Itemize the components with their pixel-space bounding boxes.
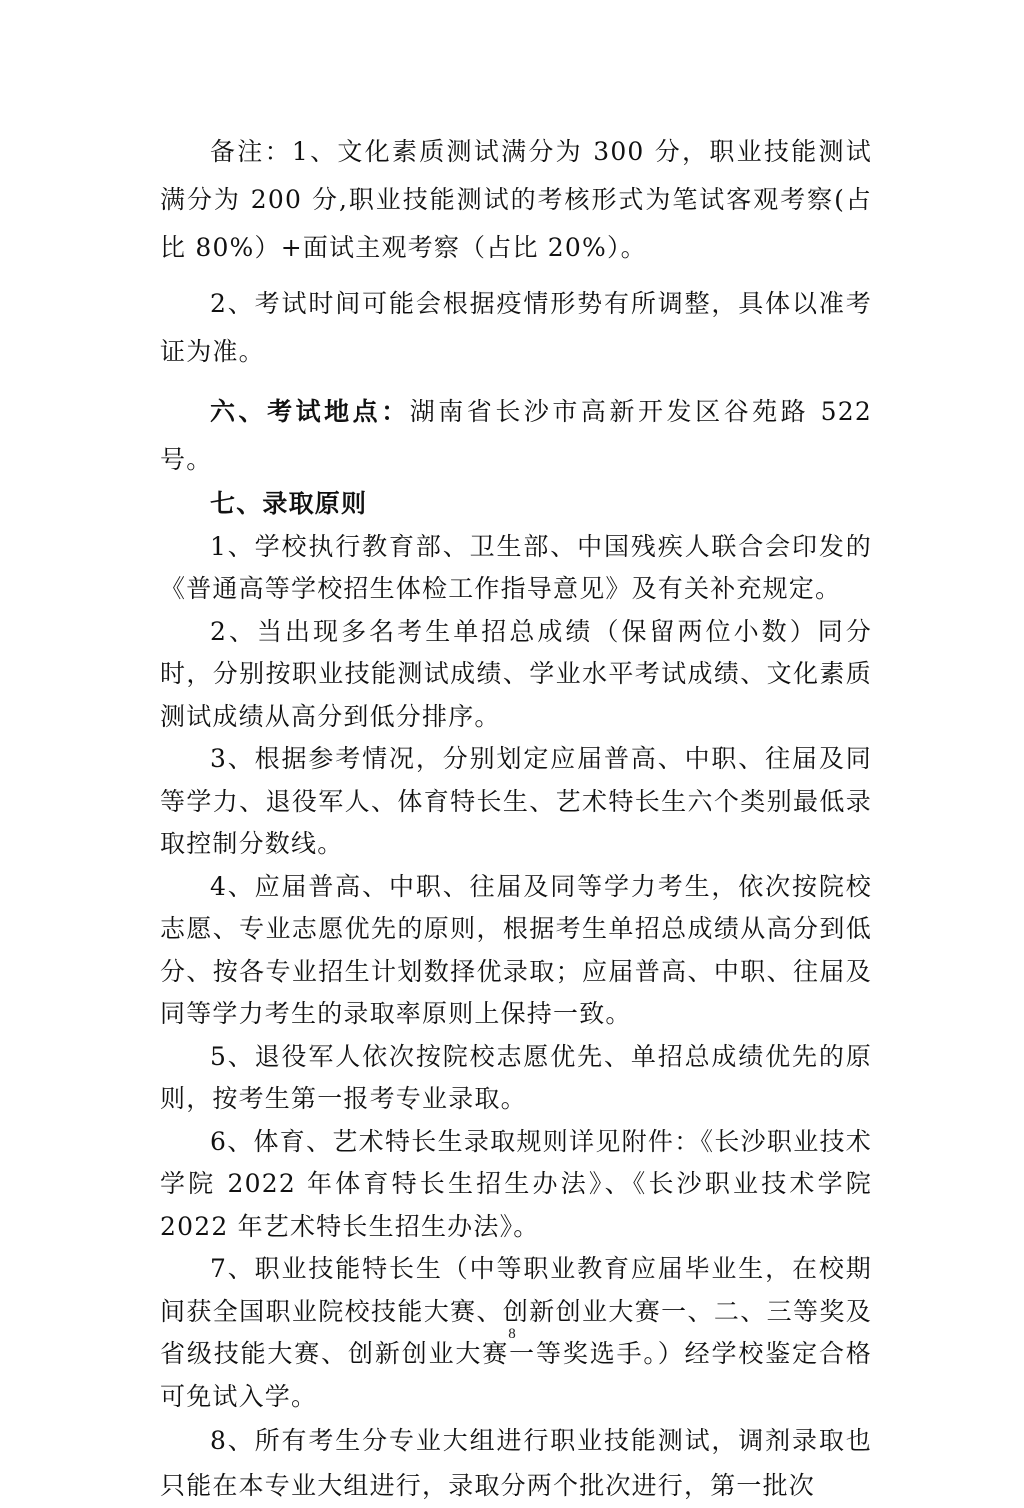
document-body <box>160 128 872 1508</box>
note-paragraph-2: 2、考试时间可能会根据疫情形势有所调整，具体以准考证为准。 <box>160 289 872 366</box>
page-number: 8 <box>508 1326 516 1342</box>
section-6-paragraph <box>160 388 872 483</box>
section-7-heading: 七、录取原则 <box>210 489 368 518</box>
section-6-text: 湖南省长沙市高新开发区谷苑路 522 号。 <box>160 397 872 474</box>
rule-item-8: 8、所有考生分专业大组进行职业技能测试，调剂录取也只能在本专业大组进行，录取分两个批次进行，第一批次 <box>160 1426 872 1500</box>
rule-item-5: 5、退役军人依次按院校志愿优先、单招总成绩优先的原则，按考生第一报考专业录取。 <box>160 1041 872 1113</box>
rule-item-6: 6、体育、艺术特长生录取规则详见附件：《长沙职业技术学院 2022 年体育特长生招生办法》、《长沙职业技术学院 2022 年艺术特长生招生办法》。 <box>160 1126 872 1241</box>
rule-item-1: 1、学校执行教育部、卫生部、中国残疾人联合会印发的《普通高等学校招生体检工作指导意见》及有关补充规定。 <box>160 531 872 603</box>
rule-item-4: 4、应届普高、中职、往届及同等学力考生，依次按院校志愿、专业志愿优先的原则，根据考生单招总成绩从高分到低分、按各专业招生计划数择优录取；应届普高、中职、往届及同等学力考生的录取率原则上保持一致。 <box>160 871 872 1028</box>
rule-item-3: 3、根据参考情况，分别划定应届普高、中职、往届及同等学力、退役军人、体育特长生、艺术特长生六个类别最低录取控制分数线。 <box>160 744 872 858</box>
rule-item-2: 2、当出现多名考生单招总成绩（保留两位小数）同分时，分别按职业技能测试成绩、学业水平考试成绩、文化素质测试成绩从高分到低分排序。 <box>160 616 872 731</box>
note-paragraph-1: 备注：1、文化素质测试满分为 300 分，职业技能测试满分为 200 分,职业技能测试的考核形式为笔试客观考察(占比 80%）+面试主观考察（占比 20%）。 <box>160 137 872 262</box>
rule-item-7: 7、职业技能特长生（中等职业教育应届毕业生，在校期间获全国职业院校技能大赛、创新创业大赛一、二、三等奖及省级技能大赛、创新创业大赛一等奖选手。）经学校鉴定合格可免试入学。 <box>160 1254 872 1411</box>
section-6-heading: 六、考试地点： <box>210 397 410 426</box>
